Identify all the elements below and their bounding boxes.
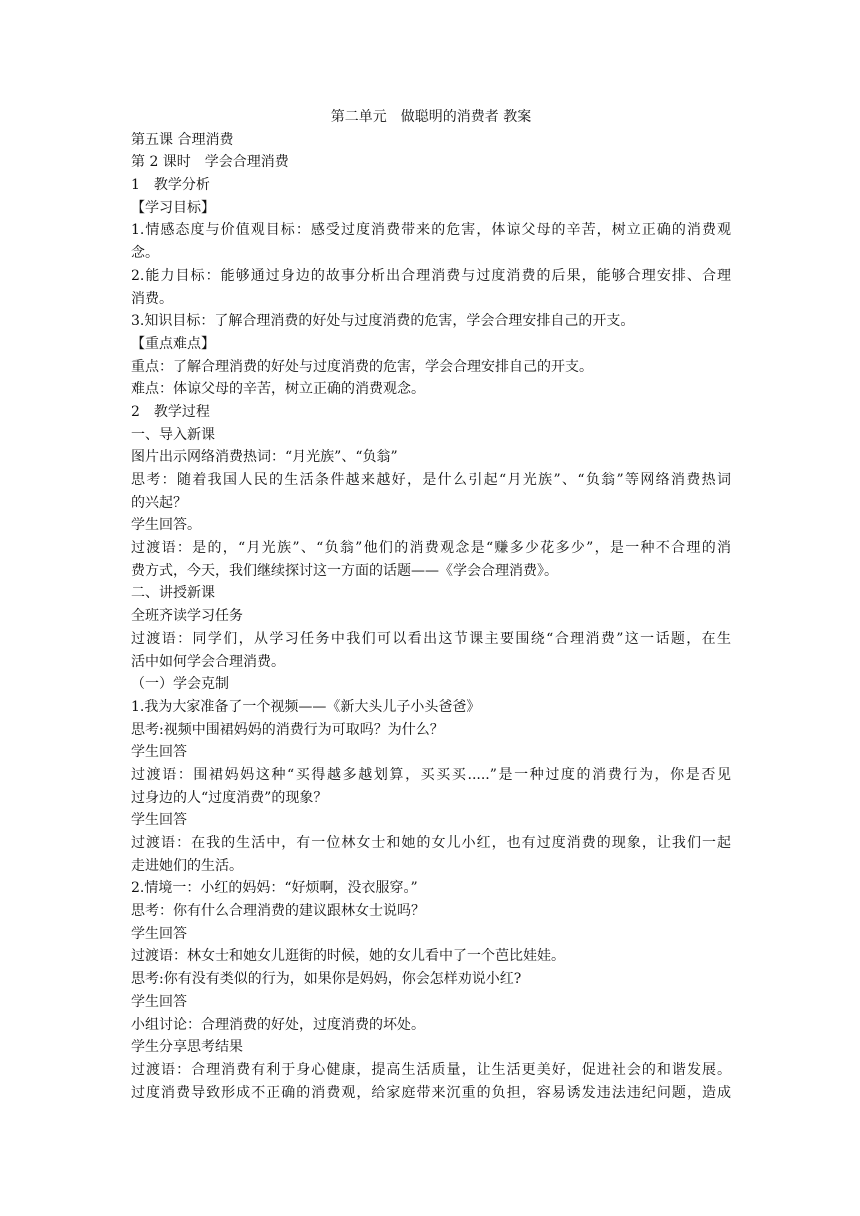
paragraph-line: 3.知识目标：了解合理消费的好处与过度消费的危害，学会合理安排自己的开支。 [131, 313, 635, 330]
paragraph-line: 过渡语：在我的生活中，有一位林女士和她的女儿小红，也有过度消费的现象，让我们一起 [131, 835, 731, 851]
subsection-heading: （一）学会克制 [131, 676, 229, 693]
document-body [131, 106, 731, 1104]
paragraph-line: 学生回答 [131, 993, 187, 1010]
paragraph-line: 过渡语：是的，“月光族”、“负翁”他们的消费观念是“赚多少花多少”，是一种不合理的消 [131, 540, 731, 557]
paragraph-line: 思考：你有什么合理消费的建议跟林女士说吗？ [131, 903, 425, 920]
paragraph-line: 1.我为大家准备了一个视频——《新大头儿子小头爸爸》 [131, 698, 481, 715]
paragraph-line: 小组讨论：合理消费的好处，过度消费的坏处。 [131, 1016, 425, 1033]
paragraph-line: 1.情感态度与价值观目标：感受过度消费带来的危害，体谅父母的辛苦，树立正确的消费观 [131, 222, 731, 239]
paragraph-line: 走进她们的生活。 [131, 857, 243, 874]
class-period-heading: 第 2 课时 学会合理消费 [131, 154, 289, 171]
paragraph-line: 思考:视频中围裙妈妈的消费行为可取吗？为什么？ [131, 721, 444, 738]
paragraph-line: 2.能力目标：能够通过身边的故事分析出合理消费与过度消费的后果，能够合理安排、合理 [131, 267, 731, 284]
lesson-heading: 第五课 合理消费 [131, 131, 234, 148]
paragraph-line: 学生回答。 [131, 517, 201, 534]
subsection-heading: 二、讲授新课 [131, 585, 215, 602]
paragraph-line: 学生分享思考结果 [131, 1039, 243, 1056]
paragraph-line: 重点：了解合理消费的好处与过度消费的危害，学会合理安排自己的开支。 [131, 358, 593, 375]
paragraph-line: 全班齐读学习任务 [131, 608, 243, 625]
paragraph-line: 消费。 [131, 290, 173, 307]
paragraph-line: 思考:你有没有类似的行为，如果你是妈妈，你会怎样劝说小红? [131, 971, 522, 988]
subsection-heading: 一、导入新课 [131, 426, 215, 443]
document-title: 第二单元 做聪明的消费者 教案 [330, 109, 532, 125]
paragraph-line: 活中如何学会合理消费。 [131, 653, 285, 670]
paragraph-line: 学生回答 [131, 925, 187, 942]
paragraph-line: 过渡语：围裙妈妈这种“买得越多越划算，买买买.....”是一种过度的消费行为，你是否见 [131, 766, 731, 783]
paragraph-line: 过渡语：同学们，从学习任务中我们可以看出这节课主要围绕“合理消费”这一话题，在生 [131, 630, 731, 647]
paragraph-line: 过度消费导致形成不正确的消费观，给家庭带来沉重的负担，容易诱发违法违纪问题，造成 [131, 1084, 731, 1101]
paragraph-line: 学生回答 [131, 812, 187, 829]
paragraph-line: 念。 [131, 245, 159, 262]
subsection-heading: 【学习目标】 [131, 199, 215, 216]
section-heading: 1 教学分析 [131, 177, 210, 194]
paragraph-line: 过身边的人“过度消费”的现象？ [131, 789, 328, 806]
paragraph-line: 费方式，今天，我们继续探讨这一方面的话题——《学会合理消费》。 [131, 562, 558, 579]
subsection-heading: 【重点难点】 [131, 335, 215, 352]
section-heading: 2 教学过程 [131, 403, 210, 420]
paragraph-line: 过渡语：林女士和她女儿逛街的时候，她的女儿看中了一个芭比娃娃。 [131, 948, 565, 965]
paragraph-line: 难点：体谅父母的辛苦，树立正确的消费观念。 [131, 381, 425, 398]
paragraph-line: 2.情境一：小红的妈妈：“好烦啊，没衣服穿。” [131, 880, 418, 897]
paragraph-line: 学生回答 [131, 744, 187, 761]
paragraph-line: 图片出示网络消费热词：“月光族”、“负翁” [131, 449, 398, 466]
paragraph-line: 过渡语：合理消费有利于身心健康，提高生活质量，让生活更美好，促进社会的和谐发展。 [131, 1061, 731, 1078]
paragraph-line: 思考：随着我国人民的生活条件越来越好，是什么引起“月光族”、“负翁”等网络消费热词 [131, 472, 731, 488]
paragraph-line: 的兴起？ [131, 494, 187, 511]
